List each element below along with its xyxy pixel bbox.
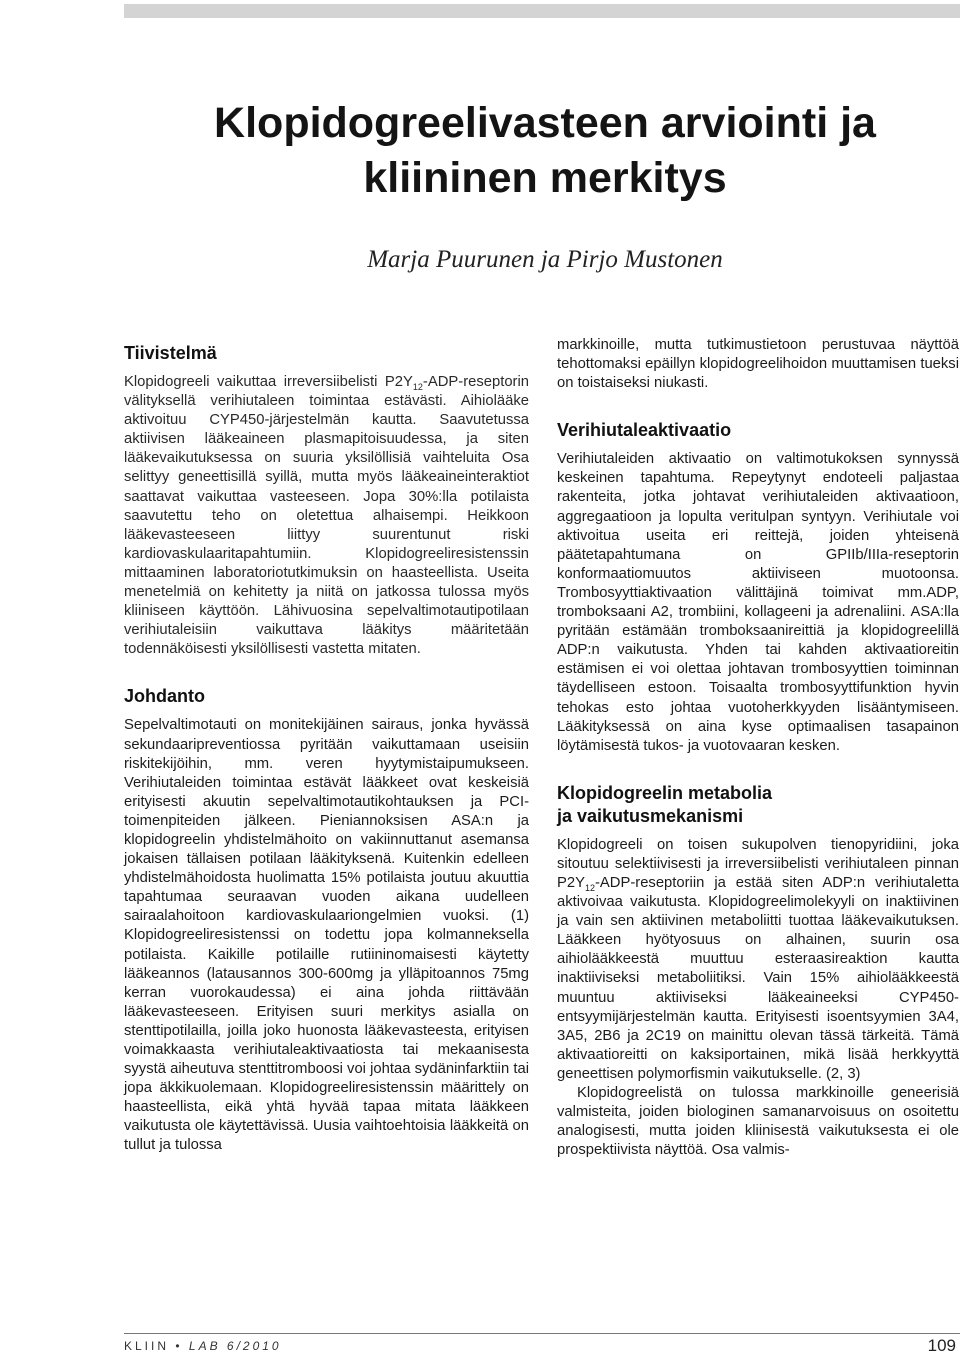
page-number: 109 [927, 1336, 956, 1355]
activation-heading: Verihiutaleaktivaatio [557, 420, 732, 441]
header-band [124, 4, 960, 18]
metabolism-text-b: -ADP-reseptoriin ja estää siten ADP:n verihiutaletta aktivoivaa vaikutusta. Klopidogreelimolekyyli on inaktiivinen ja vain sen aktiivinen metaboliitti tuottaa lääkevaikutuksen. Lääkkeen hyötyosuus on alhainen, suurin osa aihiolääkkeestä muuttuu esteraasireaktion kautta inaktiiviseksi metaboliitiksi. Vain 15% aihiolääkkeestä muuntuu aktiiviseksi lääkeaineeksi CYP450-entsyymijärjestelmän kautta. Erityisesti isoentsyymien 3A4, 3A5, 2B6 ja 2C19 on mainittu olevan tässä tärkeitä. Tämä aktivaatioreitti on kaksiportainen, mikä lisää herkkyyttä geneettisen polymorfismin vaikutukselle. (2, 3) [557, 874, 959, 1082]
abstract-paragraph [124, 373, 529, 659]
abstract-text-a: Klopidogreeli vaikuttaa irreversiibelisti P2Y [124, 374, 413, 390]
intro-heading: Johdanto [124, 686, 205, 707]
journal-name [124, 1339, 282, 1353]
authors: Marja Puurunen ja Pirjo Mustonen [367, 246, 723, 273]
metabolism-heading-line-2: ja vaikutusmekanismi [557, 805, 744, 826]
left-column [124, 342, 529, 1156]
metabolism-heading-line-1: Klopidogreelin metabolia [557, 782, 773, 803]
journal-name-a: KLIIN • [124, 1339, 189, 1353]
footer-rule [124, 1333, 960, 1334]
intro-paragraph: Sepelvaltimotauti on monitekijäinen sairaus, jonka hyvässä sekundaaripreventiossa pyritään vaikuttamaan useisiin riskitekijöihin, mm. veren hyytymistaipumukseen. Verihiutaleiden toimintaa estävät lääkkeet ovat keskeisiä erityisesti akuutin sepelvaltimotautikohtauksen ja PCI-toimenpiteiden jälkeen. Pieniannoksisen ASA:n ja klopidogreelin yhdistelmähoito on vakiinnuttanut asemansa jokaisen tällaisen potilaan lääkityksenä. Kuitenkin edelleen yhdistelmähoidosta huolimatta 15% potilaista joutuu akuuttia tapahtumaa seuraavan vuoden aikana uudelleen sairaalahoitoon kardiovaskulaariongelmien vuoksi. (1) Klopidogreeliresistenssi on todettu jopa kolmanneksella potilaista. Kaikille potilaille rutiininomaisesti käytetty lääkeannos (latausannos 300-600mg ja ylläpitoannos 75mg kerran vuorokaudessa) ei aina johda riittävään lääkevasteeseen. Erityisen suuri merkitys asialla on stenttipotilailla, joilla joko huonosta lääkevasteesta, erityisen voimakkaasta verihiutaleaktivaatiosta tai mekaanisesta syystä aiheutuva stenttitromboosi voi johtaa sydäninfarktiin tai jopa äkkikuolemaan. Klopidogreeliresistenssin määrittely on haasteellista, eikä yhtä hyvää tapaa mitata lääkkeen vaikutusta ole käytettävissä. Uusia vaihtoehtoisia lääkkeitä on tullut ja tulossa [124, 717, 529, 1154]
journal-issue: LAB 6/2010 [188, 1339, 282, 1353]
metabolism-paragraph-1 [557, 836, 959, 1084]
article-title [150, 96, 940, 206]
title-line-2: kliininen merkitys [363, 154, 727, 202]
title-line-1: Klopidogreelivasteen arviointi ja [214, 99, 876, 147]
metabolism-text-a: Klopidogreeli on toisen sukupolven tienopyridiini, joka sitoutuu selektiivisesti ja irreversiibelisti verihiutaleen pinnan P2Y [557, 836, 959, 891]
metabolism-heading [557, 782, 959, 828]
activation-paragraph: Verihiutaleiden aktivaatio on valtimotukoksen synnyssä keskeinen tapahtuma. Repeytynyt endoteeli paljastaa rakenteita, jotka johtavat verihiutaleiden aktivaatioon, aggregaatioon ja lopulta veritulpan syntyyn. Verihiutale voi aktivoitua useita eri reittejä, joiden yhteisenä päätetapahtumana on GPIIb/IIIa-reseptorin konformaatiomuutos aktiiviseen muotoonsa. Trombosyyttiaktivaation välittäjinä toimivat mm.ADP, tromboksaani A2, trombiini, kollageeni ja adrenaliini. ASA:lla pyritään estämään tromboksaanireittiä ja klopidogreelillä ADP:n vaikutusta. Yhden tai kahden aktivaatioreitin estämisen ei voi olettaa johtavan trombosyyttien toiminnan täydelliseen estoon. Toisaalta trombosyyttifunktion hyvin tehokas esto johtaa vuotoherkkyyden lisääntymiseen. Lääkityksessä on aina kyse optimaalisen tasapainon löytämisestä tukos- ja vuotovaaran kesken. [557, 451, 959, 754]
abstract-heading: Tiivistelmä [124, 343, 217, 363]
intro-continuation: markkinoille, mutta tutkimustietoon perustuvaa näyttöä tehottomaksi epäillyn klopidogreelihoidon muuttamisen tueksi on toistaiseksi niukasti. [557, 337, 959, 392]
right-column [557, 336, 959, 1160]
metabolism-subscript: 12 [584, 882, 595, 893]
abstract-text-b: -ADP-reseptorin välityksellä verihiutaleen toimintaa estävästi. Aihiolääke aktivoituu CYP450-järjestelmän kautta. Saavutetussa aktiivisen lääkeaineen plasmapitoisuudessa, ja siten lääkevaikutuksessa on suuria yksilöllisiä vaihteluita Osa selittyy geneettisillä syillä, mutta myös lääkeaineinteraktiot saattavat vaikuttaa vasteeseen. Jopa 30%:lla potilaista saavutettu teho on oletettua alhaisempi. Heikkoon lääkevasteeseen liittyy suurentunut riski kardiovaskulaaritapahtumiin. Klopidogreeliresistenssin mittaaminen laboratoriotutkimuksin on haasteellista. Useita menetelmiä on kehitetty ja niitä on jatkossa tulossa myös kliiniseen käyttöön. Lähivuosina sepelvaltimotautipotilaan verihiutaleisiin vaikuttava lääkitys määritetään todennäköisesti yksilöllisesti vastetta mitaten. [124, 374, 529, 658]
metabolism-paragraph-2: Klopidogreelistä on tulossa markkinoille geneerisiä valmisteita, joiden biologinen samanarvoisuus on osoitettu analogisesti, mutta joiden kliinisestä vaikutuksesta ei ole prospektiivista näyttöä. Osa valmis- [557, 1085, 959, 1159]
abstract-subscript: 12 [412, 381, 423, 392]
